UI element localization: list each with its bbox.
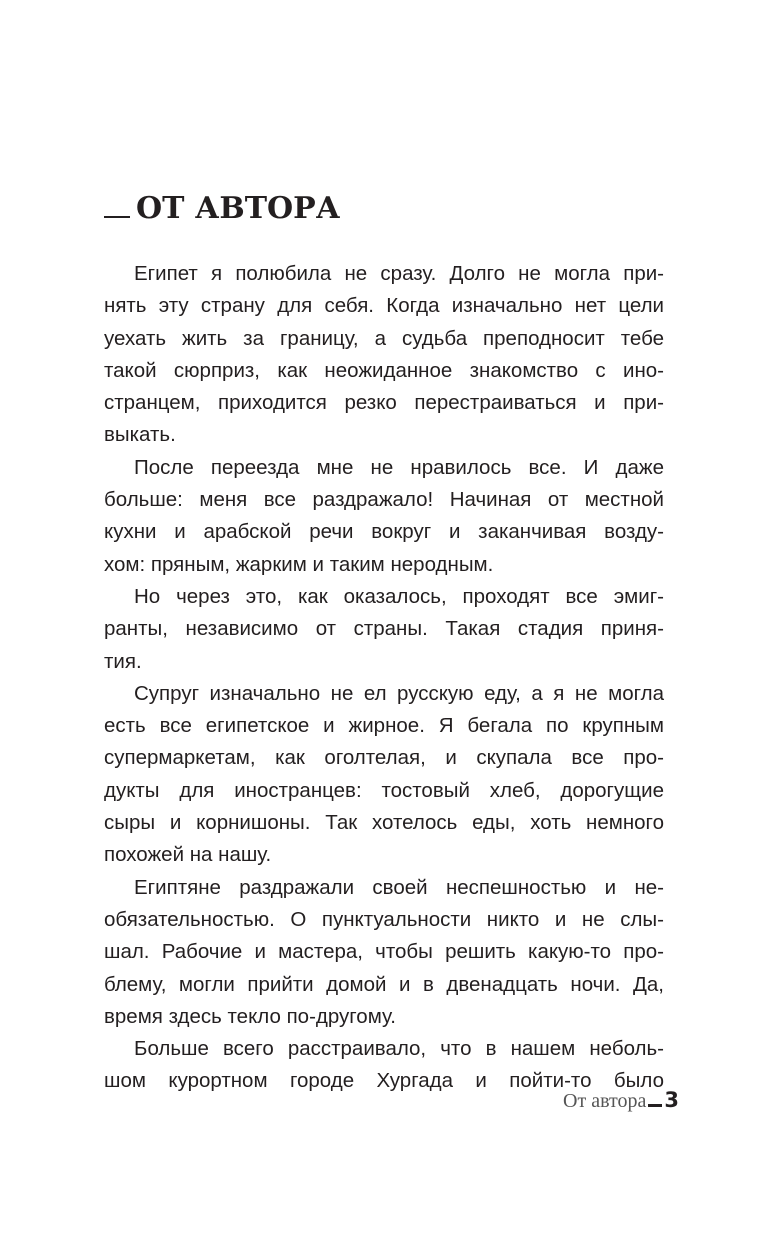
chapter-heading — [104, 188, 340, 226]
text-line: дукты для иностранцев: тостовый хлеб, дорогущие — [104, 778, 664, 802]
text-line: кухни и арабской речи вокруг и заканчивая возду- — [104, 520, 664, 544]
running-title: От автора — [563, 1090, 647, 1112]
page-footer — [563, 1088, 679, 1113]
paragraph — [104, 258, 664, 452]
text-line: Египет я полюбила не сразу. Долго не могла при- — [134, 262, 664, 285]
text-line: странцем, приходится резко перестраиваться и при- — [104, 391, 664, 415]
text-line: Но через это, как оказалось, проходят все эмиг- — [134, 584, 664, 608]
paragraph — [104, 678, 664, 872]
text-line: обязательностью. О пунктуальности никто и не слы- — [104, 907, 664, 931]
text-line: время здесь текло по-другому. — [104, 1004, 396, 1028]
body-text — [104, 258, 664, 1098]
text-line: После переезда мне не нравилось все. И даже — [134, 455, 664, 479]
text-line: Супруг изначально не ел русскую еду, а я не могла — [134, 681, 664, 705]
text-line: Больше всего расстраивало, что в нашем неболь- — [134, 1037, 664, 1061]
text-line: такой сюрприз, как неожиданное знакомство с ино- — [104, 358, 664, 382]
text-line: шом курортном городе Хургада и пойти-то было — [104, 1069, 664, 1093]
paragraph — [104, 581, 664, 678]
heading-dash — [104, 188, 130, 218]
text-line: шал. Рабочие и мастера, чтобы решить какую-то про- — [104, 940, 664, 964]
chapter-title: ОТ АВТОРА — [136, 191, 341, 226]
text-line: есть все египетское и жирное. Я бегала по крупным — [104, 714, 664, 738]
paragraph — [104, 452, 664, 581]
footer-dash — [648, 1104, 662, 1107]
text-line: блему, могли прийти домой и в двенадцать ночи. Да, — [104, 972, 664, 996]
page-number: 3 — [664, 1088, 679, 1112]
text-line: нять эту страну для себя. Когда изначально нет цели — [104, 294, 664, 318]
text-line: выкать. — [104, 423, 176, 447]
text-line: похожей на нашу. — [104, 843, 272, 867]
paragraph — [104, 872, 664, 1033]
text-line: хом: пряным, жарким и таким неродным. — [104, 552, 494, 576]
text-line: тия. — [104, 649, 142, 673]
text-line: ранты, независимо от страны. Такая стадия приня- — [104, 617, 664, 641]
text-line: уехать жить за границу, а судьба преподносит тебе — [104, 326, 664, 350]
text-line: сыры и корнишоны. Так хотелось еды, хоть немного — [104, 811, 664, 835]
text-line: Египтяне раздражали своей неспешностью и не- — [134, 875, 664, 899]
text-line: супермаркетам, как оголтелая, и скупала все про- — [104, 746, 664, 770]
text-line: больше: меня все раздражало! Начиная от местной — [104, 488, 664, 512]
